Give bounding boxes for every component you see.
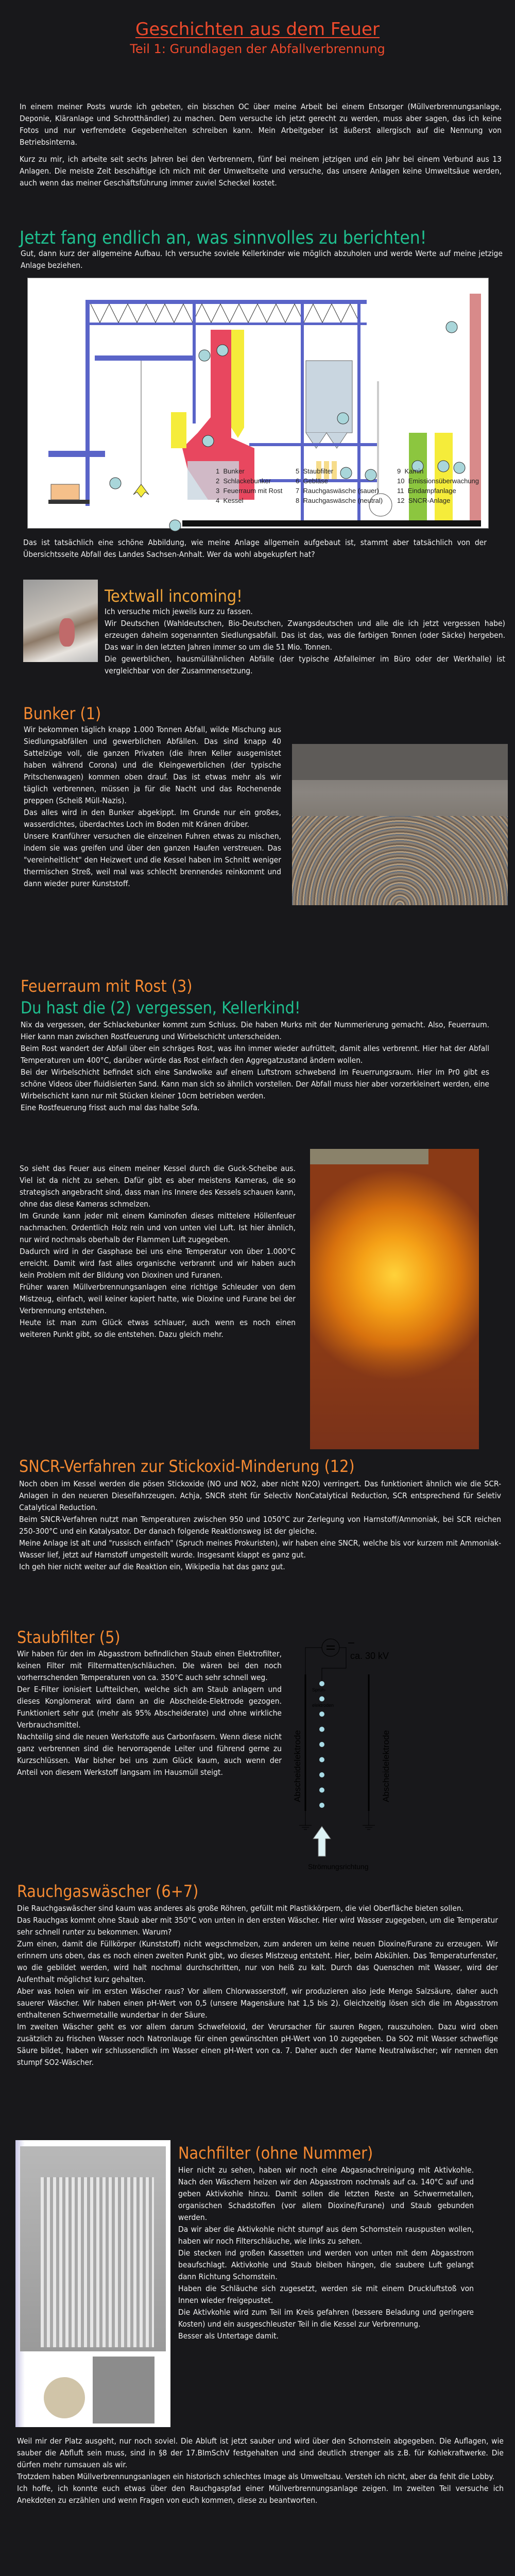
spray-label-2: elektroden <box>312 1703 334 1708</box>
sncr-paragraph: Ich geh hier nicht weiter auf die Reaktion ein, Wikipedia hat das ganz gut. <box>19 1562 285 1571</box>
page-title <box>0 19 515 40</box>
feed-hopper <box>171 412 186 448</box>
spray-electrode-dot <box>319 1772 324 1777</box>
textwall-heading: Textwall incoming! <box>105 586 243 606</box>
outro-body <box>17 2435 504 2506</box>
wire-left <box>305 1648 322 1674</box>
garbage-truck <box>51 484 79 500</box>
waste-pile <box>292 816 508 905</box>
truss-top-beam <box>89 300 367 304</box>
callout-4 <box>217 345 228 356</box>
diagram-legend <box>216 466 484 526</box>
fire-body <box>20 1163 296 1341</box>
scrubber-paragraph: Zum einen, damit die Füllkörper (Kunststoff) nicht wegschmelzen, zum anderen um keine neuen Dioxine/Furane zu erzeugen. Wir erinnern uns oben, das es noch einen zweiten Punkt gibt, wo dieses Mistzeug entsteht. Hier, beim Abkühlen. Das Temperaturfenster, wo die gebildet werden, wird halt nochmal durchschritten, nur von heiß zu kalt. Durch das Quenschen mit Wasser, wird der Aufenthalt möglichst kurz gehalten. <box>17 1939 498 1984</box>
textwall-line: Wir Deutschen (Wahldeutschen, Bio-Deutschen, Zwangsdeutschen und alle die ich jetzt vergessen habe) erzeugen daheim sogenannten Siedlungsabfall. Das ist das, was die farbigen Tonnen (oder Säcke) hergeben. Das war in den letzten Jahren immer so um die 51 Mio. Tonnen. <box>105 619 505 652</box>
filter-bags-image <box>15 2140 170 2427</box>
crane-grab <box>133 484 149 497</box>
bunker-heading: Bunker (1) <box>23 704 101 723</box>
spray-electrodes <box>319 1681 324 1808</box>
legend-item: 9 Kamin <box>397 467 424 475</box>
scrubber-body <box>17 1903 498 2069</box>
scrubber-paragraph: Das Rauchgas kommt ohne Staub aber mit 350°C von unten in den ersten Wäscher. Hier wird Wasser zugegeben, um die Temperatur sehr schnell runter zu bekommen. Warum? <box>17 1916 498 1937</box>
postfilter-heading: Nachfilter (ohne Nummer) <box>178 2143 373 2163</box>
legend-item: 1 Bunker <box>216 467 245 475</box>
bunker-ceiling <box>292 744 508 780</box>
boiler-hopper <box>231 407 244 438</box>
efilter-svg <box>293 1637 438 1874</box>
furnace-paragraph: Bei der Wirbelschicht befindet sich eine Sandwolke auf einem Luftstrom schwebend im Feuerrungsraum. Hier im Pr0 gibt es schöne Videos über fluidisierten Sand. Kann man sich so ähnlich vorstellen. Der Abfall muss hier aber vorzerkleinert werden, eine Wirbelschicht kann nur mit Stücken kleiner 10cm betrieben werden. <box>21 1067 489 1100</box>
postfilter-paragraph: Die Aktivkohle wird zum Teil im Kreis gefahren (bessere Beladung und geringere Kosten) und ein ausgeschleuster Teil in die Kessel zur Verbrennung. <box>178 2308 474 2329</box>
spray-electrode-dot <box>319 1697 324 1702</box>
floor-1 <box>249 443 378 446</box>
textwall-line: Die gewerblichen, hausmüllähnlichen Abfälle (der typische Abfalleimer im Büro oder der Werkhalle) ist vergleichbar von der Zusammensetzung. <box>105 654 505 675</box>
sncr-body <box>19 1478 501 1573</box>
spray-label-1: Sprüh- <box>312 1687 327 1692</box>
furnace-paragraph: Eine Rostfeuerung frisst auch mal das halbe Sofa. <box>21 1103 200 1112</box>
furnace-body <box>21 1019 489 1114</box>
boiler-section <box>231 330 244 407</box>
wire-right <box>322 1648 346 1684</box>
flow-arrow-icon <box>313 1826 331 1856</box>
yawning-cat-image <box>23 580 98 662</box>
fire-paragraph: So sieht das Feuer aus einem meiner Kessel durch die Guck-Scheibe aus. Viel ist da nicht zu sehen. Dafür gibt es aber meistens Kameras, die so strategisch angebracht sind, dass man ins Innere des Kessels schauen kann, ohne das diese Kameras schmelzen. <box>20 1164 296 1209</box>
legend-item: 4 Kessel <box>216 497 244 504</box>
legend-item: 7 Rauchgaswäsche (sauer) <box>296 487 379 495</box>
bunker-left-column <box>85 300 90 506</box>
scrubber-paragraph: Aber was holen wir im ersten Wäscher raus? Vor allem Chlorwasserstoff, wir produzieren also jede Menge Salzsäure, daher auch sauerer Wäscher. Wir haben einen pH-Wert von 0,5 (unsere Magensäure hat 1,5 bis 2). Gleichzeitig lösen sich die im Abgasstrom enthaltenen Schwermetallle wunderbar in der Säure. <box>17 1987 498 2020</box>
fire-paragraph: Im Grunde kann jeder mit einem Kaminofen dieses mittelere Höllenfeuer nachmachen. Ordentlich Holz rein und von unten viel Luft. Ist hier ähnlich, nur wird nochmals oberhalb der Flammen Luft zugegeben. <box>20 1211 296 1244</box>
bunker-body <box>24 724 281 890</box>
bunker-paragraph: Wir bekommen täglich knapp 1.000 Tonnen Abfall, wilde Mischung aus Siedlungsabfällen und gewerblichen Abfällen. Das sind knapp 40 Sattelzüge voll, die ganzen Privaten (die ihren Keller ausgemistet haben während Corona) und die Kleingewerblichen (der typische Pritschenwagen) kommen oben drauf. Das ist etwas mehr als wir täglich verbrennen, müssen ja für die Nacht und das Rochenende preppen (Scheiß Müll-Nazis). <box>24 725 281 805</box>
spray-electrode-dot <box>319 1757 324 1762</box>
spray-electrode-dot <box>319 1803 324 1808</box>
sncr-heading: SNCR-Verfahren zur Stickoxid-Minderung (12) <box>19 1456 355 1476</box>
dustfilter-body <box>17 1648 282 1778</box>
outro-paragraph: Ich hoffe, ich konnte euch etwas über den Rauchgaspfad einer Müllverbrennungsanlage zeigen. Im zweiten Teil versuche ich Anekdoten zu erzählen und wenn Fragen von euch kommen, diese zu beantworten. <box>17 2484 504 2505</box>
legend-col-1 <box>216 466 293 505</box>
plant-diagram <box>27 278 489 529</box>
postfilter-paragraph: Die stecken ind großen Kassetten und werden von unten mit dem Abgasstrom beaufschlagt. Aktivkohle und Staub bleiben hängen, die saubere Luft gelangt dann Richtung Schornstein. <box>178 2248 474 2281</box>
spray-electrode-dot <box>319 1788 324 1793</box>
legend-item: 10 Emissionsüberwachung <box>397 477 479 485</box>
viewing-window-frame <box>310 1149 428 1164</box>
voltage-label: ca. 30 kV <box>350 1651 389 1661</box>
outro-paragraph: Weil mir der Platz ausgeht, nur noch soviel. Die Abluft ist jetzt sauber und wird über den Schornstein abgegeben. Die Auflagen, wie sauber die Abfluft sein muss, sind in §8 der 17.BImSchV festgehalten und sind deutlich strenger als z.B. für Kohlekraftwerke. Die dürfen mehr rumsauen als wir. <box>17 2436 504 2469</box>
filter-bag-closeup <box>93 2357 154 2424</box>
legend-col-2 <box>296 466 393 505</box>
legend-item: 5 Staubfilter <box>296 467 334 475</box>
power-source-icon <box>322 1639 339 1656</box>
crane-bridge <box>95 355 193 361</box>
postfilter-paragraph: Da wir aber die Aktivkohle nicht stumpf aus dem Schornstein rauspusten wollen, haben wir noch Filterschläuche, wie links zu sehen. <box>178 2225 474 2246</box>
scrubber-heading: Rauchgaswäscher (6+7) <box>17 1882 199 1901</box>
legend-col-3 <box>397 466 485 505</box>
outro-paragraph: Trotzdem haben Müllverbrennungsanlagen ein historisch schlechtes Image als Umweltsau. Versteh ich nicht, aber da fehlt die Lobby. <box>17 2472 494 2481</box>
collector-label-left: Abscheidelektrode <box>293 1730 302 1802</box>
legend-item: 3 Feuerraum mit Rost <box>216 487 283 495</box>
cat-mouth <box>59 618 75 647</box>
callout-2 <box>169 520 181 531</box>
bunker-paragraph: Das alles wird in den Bunker abgekippt. Im Grunde nur ein großes, wasserdichtes, überdachtes Loch im Boden mit Kränen drüber. <box>24 808 281 829</box>
filter-bag-cassette <box>20 2146 166 2351</box>
furnace-paragraph: Nix da vergessen, der Schlackebunker kommt zum Schluss. Die haben Murks mit der Nummerierung gemacht. Also, Feuerraum. Hier kann man zwischen Rostfeuerung und Wirbelschicht unterscheiden. <box>21 1020 489 1041</box>
page-title-text: Geschichten aus dem Feuer <box>135 19 380 40</box>
dustfilter-paragraph: Nachteilig sind die neuen Werkstoffe aus Carbonfasern. Wenn diese nicht ganz verbrennen sind die hervorragende Leiter und führend gerne zu Kurzschlüssen. War bisher bei uns zum Glück kaum, auch wenn der Anteil von diesem Werkstoff langsam im Hausmüll steigt. <box>17 1732 282 1777</box>
bunker-paragraph: Unsere Kranführer versuchen die einzelnen Fuhren etwas zu mischen, indem sie was greifen und über den ganzen Haufen verstreuen. Das "vereinheitlicht" den Heizwert und die Kessel haben im Schnitt weniger thermischen Streß, weil mal was schlecht brennendes reinkommt und dann wieder purer Kunststoff. <box>24 832 281 888</box>
postfilter-body <box>178 2164 474 2342</box>
intro-paragraph-1: In einem meiner Posts wurde ich gebeten, ein bisschen OC über meine Arbeit bei einem Entsorger (Müllverbrennungsanlage, Deponie, Kläranlage und Schrotthändler) zu machen. Dem versuche ich jetzt gerecht zu werden, muss aber sagen, das ich keine Fotos und nur verfremdete Gegebenheiten schreiben kann. Mein Arbeitgeber ist äußerst allergisch auf die Nennung von Betriebsinterna. <box>20 102 502 147</box>
legend-item: 2 Schlackebunker <box>216 477 271 485</box>
legend-item: 12 SNCR-Anlage <box>397 497 451 504</box>
scrubber-paragraph: Im zweiten Wäscher geht es vor allem darum Schwefeloxid, der Verursacher für sauren Regen, rauszuholen. Dazu wird oben zusätzlich zu frischen Wasser noch Natronlauge für einen gewünschten pH-Wert von 10 zugegeben. Da SO2 mit Wasser schweflige Säure bildet, haben wir schlussendlich im Wasser einen pH-Wert von ca. 7. Daher auch der Name Neutralwäscher; wir nennen den stumpf SO2-Wäscher. <box>17 2022 498 2067</box>
intro-paragraph-2: Kurz zu mir, ich arbeite seit sechs Jahren bei den Verbrennern, fünf bei meinem jetzigen und ein Jahr bei einem Verbund aus 13 Anlagen. Die meiste Zeit beschäftige ich mich mit der Umweltseite und versuche, das unsere Anlagen keine Umweltsäue werden, auch wenn das meiner Geschäftsführung immer zuviel Scheckel kostet. <box>20 155 502 188</box>
textwall-body <box>105 606 505 677</box>
dustfilter-paragraph: Der E-Filter ionisiert Luftteilchen, welche sich am Staub anlagern und dieses Konglomerat wird dann an die Abscheide-Elektrode gezogen. Funktioniert sehr gut (mehr als 95% Abscheiderate) und ohne wirkliche Verbrauchsmittel. <box>17 1685 282 1730</box>
overview-text: Gut, dann kurz der allgemeine Aufbau. Ich versuche soviele Kellerkinder wie möglich abzuholen und werde Werte auf meine jetzige Anlage beziehen. <box>21 249 503 270</box>
legend-item: 8 Rauchgaswäsche (neutral) <box>296 497 383 504</box>
tipping-platform <box>48 451 105 457</box>
sncr-paragraph: Beim SNCR-Verfahren nutzt man Temperaturen zwischen 950 und 1050°C zur Zerlegung von Harnstoff/Ammoniak, bei SCR reichen 250-300°C und ein Katalysator. Der danach folgende Reaktionsweg ist der gleiche. <box>19 1515 501 1536</box>
flow-label: Strömungsrichtung <box>308 1862 369 1871</box>
furnace-subheading: Du hast die (2) vergessen, Kellerkind! <box>21 998 301 1018</box>
waste-bunker-photo <box>292 744 508 905</box>
spray-electrode-dot <box>319 1727 324 1732</box>
scrubber-paragraph: Die Rauchgaswäscher sind kaum was anderes als große Röhren, gefüllt mit Plastikkörpern, die viel Oberfläche bieten sollen. <box>17 1904 464 1913</box>
callout-5 <box>337 413 349 424</box>
electrostatic-filter-diagram <box>293 1637 438 1874</box>
overview-heading: Jetzt fang endlich an, was sinnvolles zu berichten! <box>20 228 427 248</box>
column-mid <box>193 300 196 423</box>
fire-paragraph: Früher waren Müllverbrennungsanlagen eine richtige Schleuder von dem Mistzeug, einfach, weil keiner kapiert hatte, wie Dioxine und Furane bei der Verbrennung entstehen. <box>20 1282 296 1315</box>
filter-bags <box>41 2177 154 2347</box>
legend-item: 6 Gebläse <box>296 477 328 485</box>
sncr-paragraph: Meine Anlage ist alt und "russisch einfach" (Spruch meines Prokuristen), wir haben eine SNCR, welche bis vor kurzem mit Ammoniak-Wasser lief, jetzt auf Harnstoff umgestellt wurde. Insgesamt klappt es ganz gut. <box>19 1538 501 1560</box>
furnace-heading: Feuerraum mit Rost (3) <box>21 976 193 996</box>
page-subtitle: Teil 1: Grundlagen der Abfallverbrennung <box>130 42 385 56</box>
callout-9 <box>446 321 457 333</box>
postfilter-paragraph: Haben die Schläuche sich zugesetzt, werden sie mit einem Druckluftstoß von Innen wieder freigepustet. <box>178 2284 474 2305</box>
dustfilter-heading: Staubfilter (5) <box>17 1628 121 1647</box>
callout-3 <box>202 435 214 447</box>
callout-1 <box>110 478 121 489</box>
textwall-line: Ich versuche mich jeweils kurz zu fassen. <box>105 607 253 616</box>
truck-ramp <box>48 500 90 504</box>
postfilter-paragraph: Besser als Untertage damit. <box>178 2331 279 2341</box>
spray-electrode-dot <box>319 1742 324 1747</box>
postfilter-paragraph: Hier nicht zu sehen, haben wir noch eine Abgasnachreinigung mit Aktivkohle. Nach den Wäschern heizen wir den Abgasstrom nochmals auf ca. 140°C auf und geben Aktivkohle hinzu. Damit sollen die letzten Reste an Schwermetallen, organischen Schadstoffen (vor allem Dioxine/Furane) und Staub gebunden werden. <box>178 2165 474 2222</box>
callout-12 <box>199 350 210 361</box>
ground-symbols <box>299 1825 375 1829</box>
collector-label-right: Abscheidelektrode <box>381 1730 391 1802</box>
truss-bottom-beam <box>89 323 367 325</box>
fire-glow-bottom <box>310 1345 479 1449</box>
fire-paragraph: Heute ist man zum Glück etwas schlauer, auch wenn es noch einen weiteren Punkt gibt, so die entstehen. Dazu gleich mehr. <box>20 1318 296 1339</box>
furnace-paragraph: Beim Rost wandert der Abfall über ein schräges Rost, was ihn immer wieder aufrüttelt, damit alles verbrennt. Hier hat der Abfall Temperaturen um 400°C, darüber würde das Rost einfach den Aggregatzustand ändern wollen. <box>21 1044 489 1065</box>
sncr-paragraph: Noch oben im Kessel werden die pösen Stickoxide (NO und NO2, aber nicht N2O) verringert. Das funktioniert ähnlich wie die SCR-Anlagen in den neueren Dieselfahrzeugen. Achja, SNCR steht für Selectiv NonCatalytical Reduction, SCR entsprechend für Seletiv Catalytical Reduction. <box>19 1479 501 1512</box>
activated-carbon-pile <box>44 2377 85 2418</box>
legend-item: 11 Eindampfanlage <box>397 487 456 495</box>
fire-paragraph: Dadurch wird in der Gasphase bei uns eine Temperatur von über 1.000°C erreicht. Damit wird fast alles organische verbrannt und wir haben auch kein Problem mit der Bildung von Dioxinen und Furanen. <box>20 1247 296 1280</box>
dustfilter-paragraph: Wir haben für den im Abgasstrom befindlichen Staub einen Elektrofilter, keinen Filter mit Filtermatten/schläuchen. DIe wären bei den noch vorherrschenden Temperaturen von ca. 350°C auch sehr schnell weg. <box>17 1649 282 1682</box>
furnace-fire-photo <box>310 1149 479 1449</box>
truss-lattice <box>91 304 359 323</box>
diagram-caption: Das ist tatsächlich eine schöne Abbildung, wie meine Anlage allgemein aufgebaut ist, stammt aber tatsächlich von der Übersichtsseite Abfall des Landes Sachsen-Anhalt. Wer da wohl abgekupfert hat? <box>23 538 487 559</box>
spray-electrode-dot <box>319 1681 324 1686</box>
spray-electrode-dot <box>319 1711 324 1717</box>
